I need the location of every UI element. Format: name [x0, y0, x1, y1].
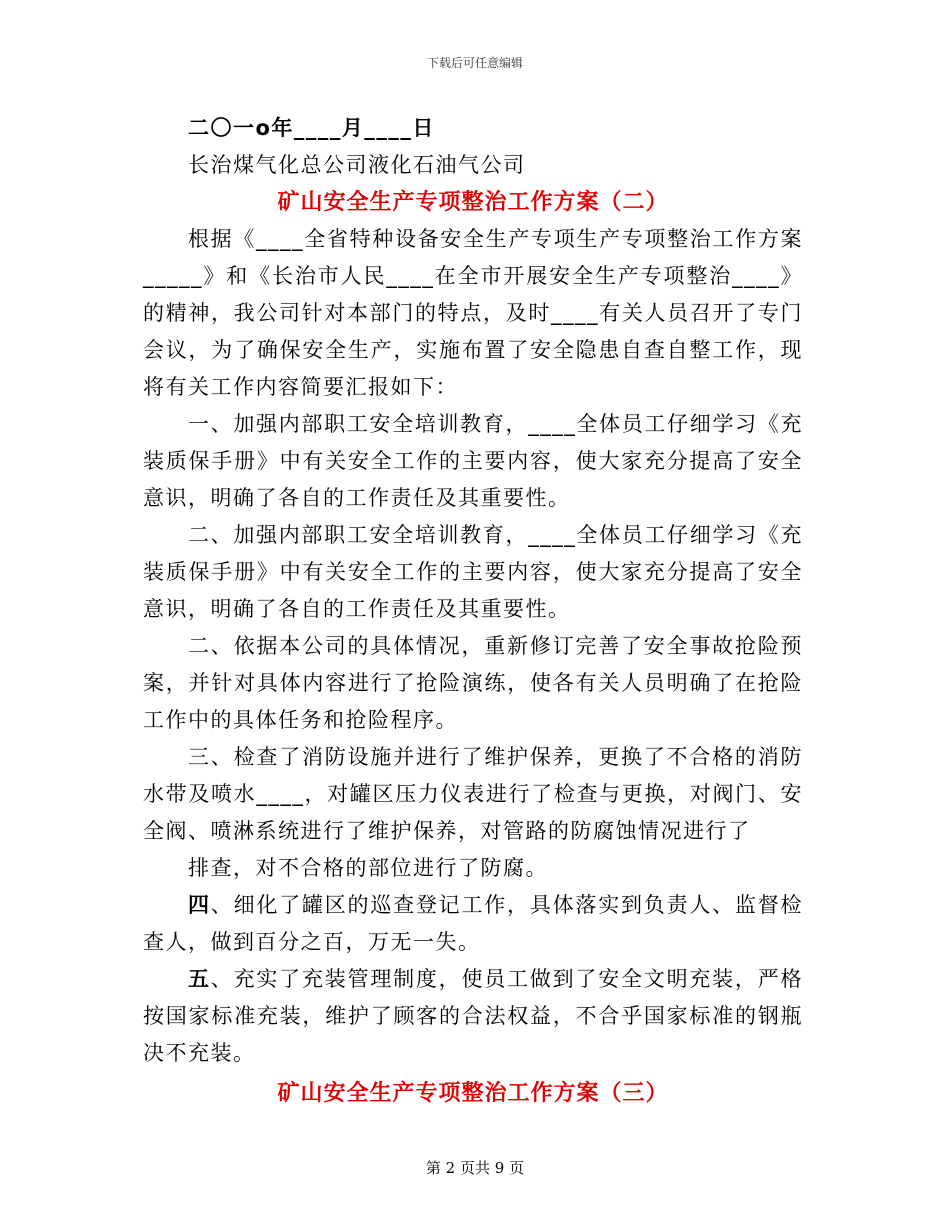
paragraph-item-2b [143, 628, 803, 739]
paragraph-item-3-cont [143, 850, 803, 887]
paragraph-item-1 [143, 406, 803, 517]
page-footer: 第 2 页共 9 页 [425, 1159, 525, 1177]
section-title-2: 矿山安全生产专项整治工作方案（二） [277, 190, 669, 215]
organization-line: 长治煤气化总公司液化石油气公司 [188, 153, 526, 177]
document-body [143, 110, 803, 1112]
paragraph-lead: 五 [188, 967, 211, 991]
paragraph-text: 排查，对不合格的部位进行了防腐。 [188, 856, 548, 880]
paragraph-item-3 [143, 739, 803, 850]
paragraph-text: 一、加强内部职工安全培训教育，____全体员工仔细学习《充装质保手册》中有关安全工作的主要内容，使大家充分提高了安全意识，明确了各自的工作责任及其重要性。 [143, 412, 803, 510]
paragraph-intro [143, 221, 803, 406]
paragraph-item-5 [143, 961, 803, 1072]
paragraph-text: 、细化了罐区的巡查登记工作，具体落实到负责人、监督检查人，做到百分之百，万无一失。 [143, 893, 804, 954]
paragraph-text: 根据《____全省特种设备安全生产专项生产专项整治工作方案_____》和《长治市人民____在全市开展安全生产专项整治____》的精神，我公司针对本部门的特点，及时____有关人员召开了专门会议，为了确保安全生产，实施布置了安全隐患自查自整工作，现将有关工作内容简要汇报如下： [143, 227, 803, 399]
date-line: 二〇一o年____月____日 [188, 116, 435, 140]
paragraph-item-4 [143, 887, 803, 961]
paragraph-text: 、充实了充装管理制度，使员工做到了安全文明充装，严格按国家标准充装，维护了顾客的合法权益，不合乎国家标准的钢瓶决不充装。 [143, 967, 804, 1065]
page-header: 下载后可任意编辑 [426, 56, 523, 70]
paragraph-lead: 四 [188, 893, 211, 917]
paragraph-text: 二、依据本公司的具体情况，重新修订完善了安全事故抢险预案，并针对具体内容进行了抢险演练，使各有关人员明确了在抢险工作中的具体任务和抢险程序。 [143, 634, 803, 732]
paragraph-text: 二、加强内部职工安全培训教育，____全体员工仔细学习《充装质保手册》中有关安全工作的主要内容，使大家充分提高了安全意识，明确了各自的工作责任及其重要性。 [143, 523, 803, 621]
paragraph-text: 三、检查了消防设施并进行了维护保养，更换了不合格的消防水带及喷水____，对罐区压力仪表进行了检查与更换，对阀门、安全阀、喷淋系统进行了维护保养，对管路的防腐蚀情况进行了 [143, 745, 803, 843]
section-title-3: 矿山安全生产专项整治工作方案（三） [277, 1081, 669, 1106]
paragraph-item-2a [143, 517, 803, 628]
